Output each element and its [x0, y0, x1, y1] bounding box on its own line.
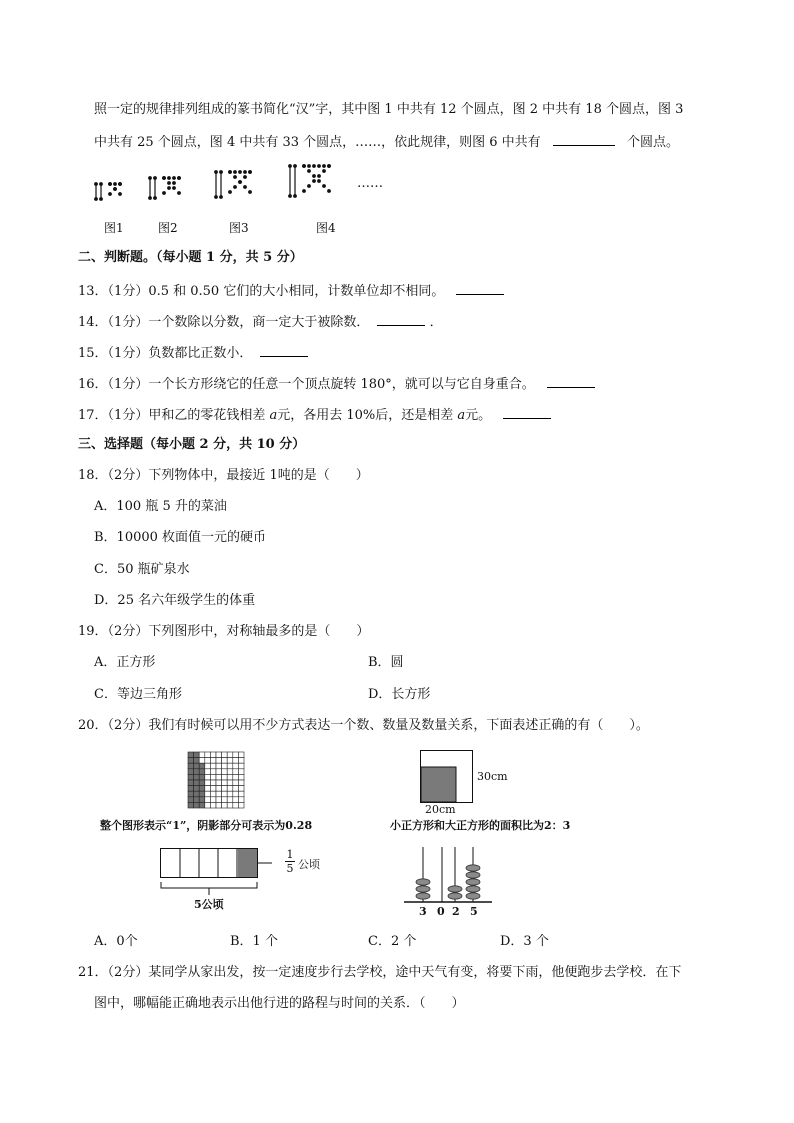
abacus-digit-1: 3 — [419, 905, 427, 918]
q19-option-c[interactable]: C．等边三角形 — [94, 687, 182, 702]
figure-label-4: 图4 — [316, 221, 336, 235]
intro-line-2 — [94, 131, 679, 153]
intro-line-1: 照一定的规律排列组成的篆书简化“汉”字，其中图 1 中共有 12 个圆点，图 2 中共有 18 个圆点，图 3 — [94, 102, 684, 117]
answer-blank-13[interactable] — [456, 280, 504, 295]
answer-blank-16[interactable] — [547, 373, 595, 388]
q20-bar-total: 5公顷 — [194, 898, 224, 911]
question-17-text-c: 元。 — [465, 408, 492, 423]
abacus-digit-3: 2 — [452, 905, 460, 918]
answer-blank-17[interactable] — [503, 404, 551, 419]
figure-label-3: 图3 — [229, 221, 249, 235]
section-3-heading: 三、选择题（每小题 2 分，共 10 分） — [78, 437, 306, 452]
q18-option-a[interactable]: A．100 瓶 5 升的菜油 — [94, 499, 227, 514]
question-20-stem: 20．（2分）我们有时候可以用不少方式表达一个数、数量及数量关系，下面表述正确的有（ ）。 — [78, 718, 649, 733]
q20-label-30cm: 30cm — [477, 770, 508, 783]
question-17 — [78, 404, 551, 426]
q20-option-c[interactable]: C．2 个 — [368, 934, 417, 949]
question-15-text: 15．（1分）负数都比正数小． — [78, 346, 253, 361]
variable-a: a — [269, 408, 278, 423]
question-19-stem: 19．（2分）下列图形中，对称轴最多的是（ ） — [78, 624, 370, 639]
intro-line-2-text: 中共有 25 个圆点，图 4 中共有 33 个圆点，……，依此规律，则图 6 中共有 — [94, 135, 541, 150]
q20-abacus-figure — [404, 845, 494, 905]
question-13 — [78, 280, 504, 302]
q20-grid-caption: 整个图形表示“1”，阴影部分可表示为0.28 — [100, 819, 313, 832]
q20-fraction — [285, 848, 295, 875]
answer-blank-14[interactable] — [377, 311, 425, 326]
question-17-text-a: 17．（1分）甲和乙的零花钱相差 — [78, 408, 270, 423]
question-18-stem: 18．（2分）下列物体中，最接近 1吨的是（ ） — [78, 468, 369, 483]
q20-grid-figure — [188, 752, 248, 812]
dot-pattern-figures — [94, 162, 394, 212]
section-2-heading: 二、判断题。（每小题 1 分，共 5 分） — [78, 250, 303, 265]
intro-line-2-tail: 个圆点。 — [626, 135, 679, 150]
fraction-numerator: 1 — [286, 848, 294, 861]
question-14-text: 14．（1分）一个数除以分数，商一定大于被除数． — [78, 315, 370, 330]
question-16 — [78, 373, 595, 395]
figure-ellipsis: …… — [357, 176, 383, 191]
figure-label-1: 图1 — [104, 221, 124, 235]
question-16-text: 16．（1分）一个长方形绕它的任意一个顶点旋转 180°，就可以与它自身重合。 — [78, 377, 535, 392]
fraction-denominator: 5 — [286, 862, 294, 875]
variable-a-2: a — [457, 408, 466, 423]
answer-blank-12[interactable] — [553, 131, 615, 146]
q19-option-d[interactable]: D．长方形 — [368, 687, 431, 702]
question-14-tail: ． — [429, 315, 443, 330]
question-13-text: 13．（1分）0.5 和 0.50 它们的大小相同，计数单位却不相同。 — [78, 284, 445, 299]
q20-bar-figure — [160, 848, 280, 898]
figure-label-2: 图2 — [158, 221, 178, 235]
q20-option-d[interactable]: D．3 个 — [500, 934, 549, 949]
abacus-digit-2: 0 — [437, 905, 445, 918]
question-21-line-1: 21．（2分）某同学从家出发，按一定速度步行去学校，途中天气有变，将要下雨，他便跑步去学校．在下 — [78, 965, 682, 980]
q20-label-20cm: 20cm — [425, 803, 456, 816]
answer-blank-15[interactable] — [260, 342, 308, 357]
q20-option-a[interactable]: A．0个 — [94, 934, 138, 949]
q19-option-b[interactable]: B．圆 — [368, 655, 404, 670]
q19-option-a[interactable]: A．正方形 — [94, 655, 156, 670]
q18-option-c[interactable]: C．50 瓶矿泉水 — [94, 562, 190, 577]
q20-squares-caption: 小正方形和大正方形的面积比为2：3 — [390, 819, 571, 832]
q18-option-d[interactable]: D．25 名六年级学生的体重 — [94, 593, 256, 608]
question-21-line-2: 图中，哪幅能正确地表示出他行进的路程与时间的关系．（ ） — [94, 996, 465, 1011]
q20-option-b[interactable]: B．1 个 — [230, 934, 278, 949]
fraction-unit: 公顷 — [298, 858, 320, 871]
q18-option-b[interactable]: B．10000 枚面值一元的硬币 — [94, 530, 267, 545]
question-14 — [78, 311, 443, 333]
question-17-text-b: 元，各用去 10%后，还是相差 — [277, 408, 458, 423]
abacus-digit-4: 5 — [470, 905, 478, 918]
question-15 — [78, 342, 308, 364]
